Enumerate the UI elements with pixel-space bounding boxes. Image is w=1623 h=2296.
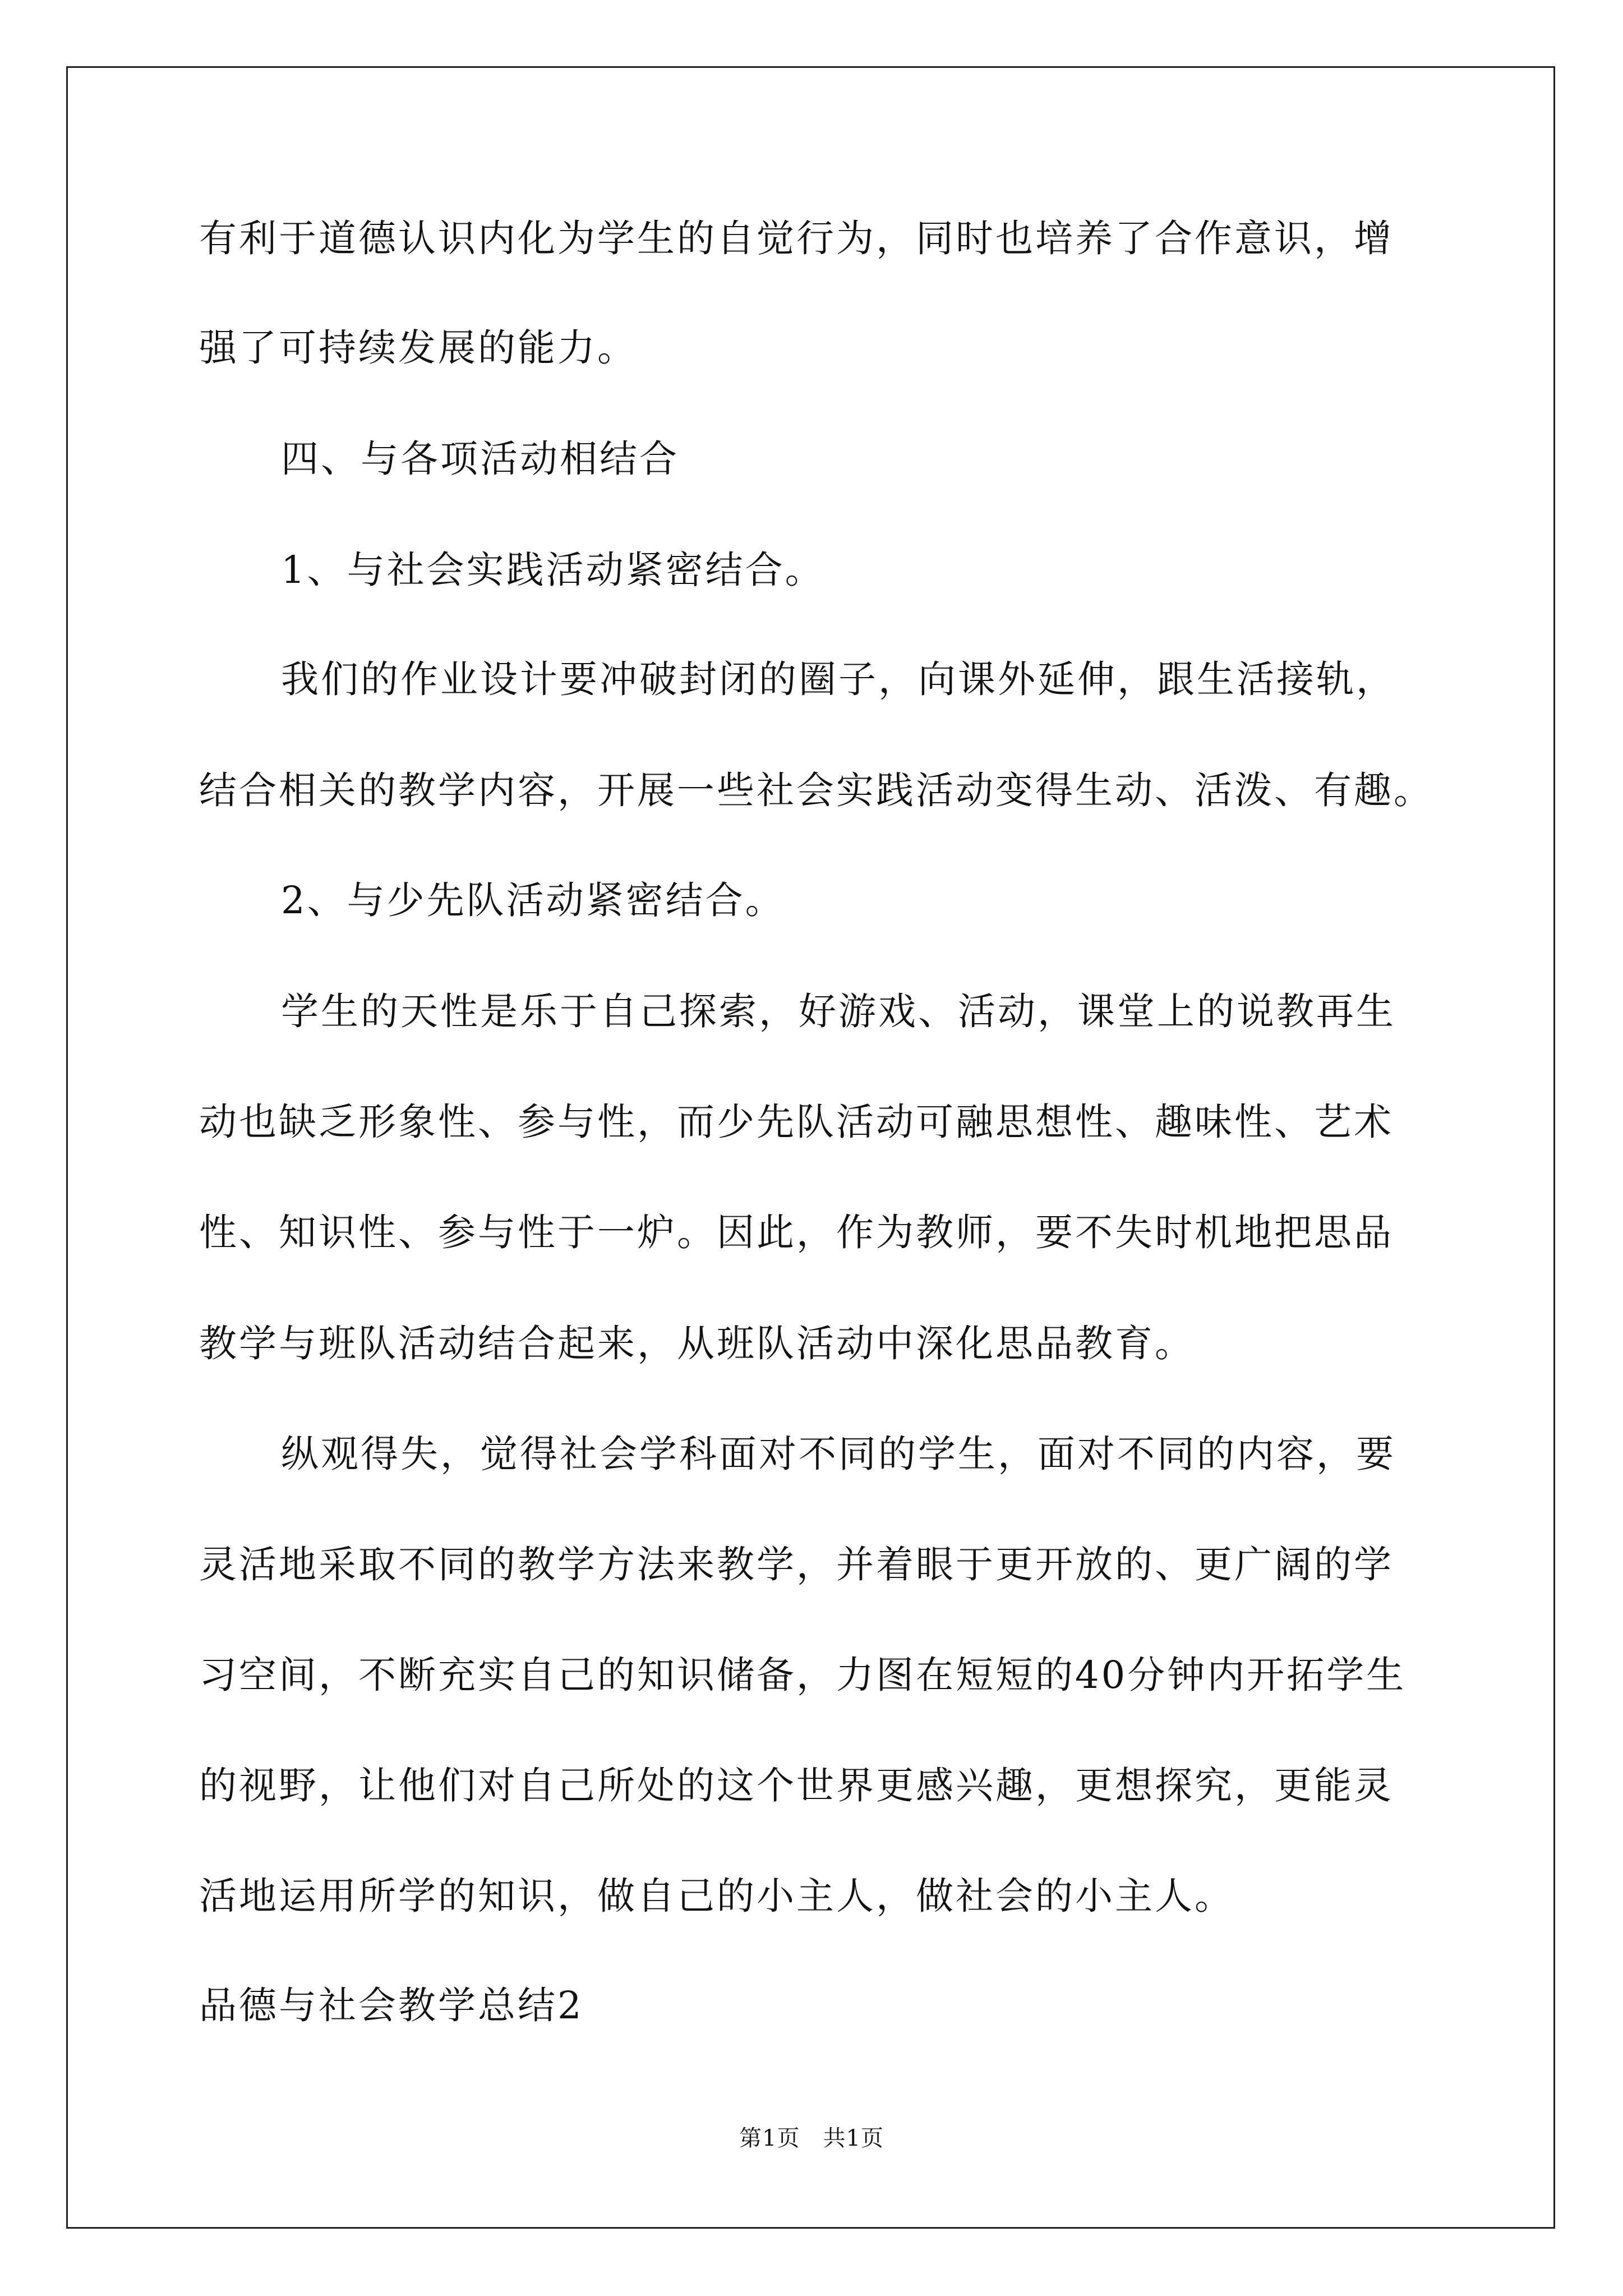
text-line: 纵观得失，觉得社会学科面对不同的学生，面对不同的内容，要 [281, 1432, 1396, 1476]
text-line: 的视野，让他们对自己所处的这个世界更感兴趣，更想探究，更能灵 [199, 1764, 1394, 1807]
text-line: 教学与班队活动结合起来，从班队活动中深化思品教育。 [199, 1322, 1195, 1365]
text-line: 结合相关的教学内容，开展一些社会实践活动变得生动、活泼、有趣。 [199, 769, 1433, 812]
text-line: 性、知识性、参与性于一炉。因此，作为教师，要不失时机地把思品 [199, 1211, 1394, 1254]
text-line: 动也缺乏形象性、参与性，而少先队活动可融思想性、趣味性、艺术 [199, 1100, 1394, 1144]
text-line: 习空间，不断充实自己的知识储备，力图在短短的40分钟内开拓学生 [199, 1653, 1407, 1697]
text-line: 灵活地采取不同的教学方法来教学，并着眼于更开放的、更广阔的学 [199, 1543, 1394, 1586]
text-line: 我们的作业设计要冲破封闭的圈子，向课外延伸，跟生活接轨， [281, 657, 1396, 701]
subsection-heading: 2、与少先队活动紧密结合。 [281, 878, 785, 922]
document-title: 品德与社会教学总结2 [199, 1984, 584, 2027]
page-number: 第1页 共1页 [739, 2125, 884, 2151]
subsection-heading: 1、与社会实践活动紧密结合。 [281, 548, 825, 592]
section-heading: 四、与各项活动相结合 [281, 437, 679, 481]
text-line: 活地运用所学的知识，做自己的小主人，做社会的小主人。 [199, 1874, 1234, 1918]
text-line: 学生的天性是乐于自己探索，好游戏、活动，课堂上的说教再生 [281, 990, 1396, 1033]
text-line: 强了可持续发展的能力。 [199, 326, 637, 370]
text-line: 有利于道德认识内化为学生的自觉行为，同时也培养了合作意识，增 [199, 217, 1394, 260]
